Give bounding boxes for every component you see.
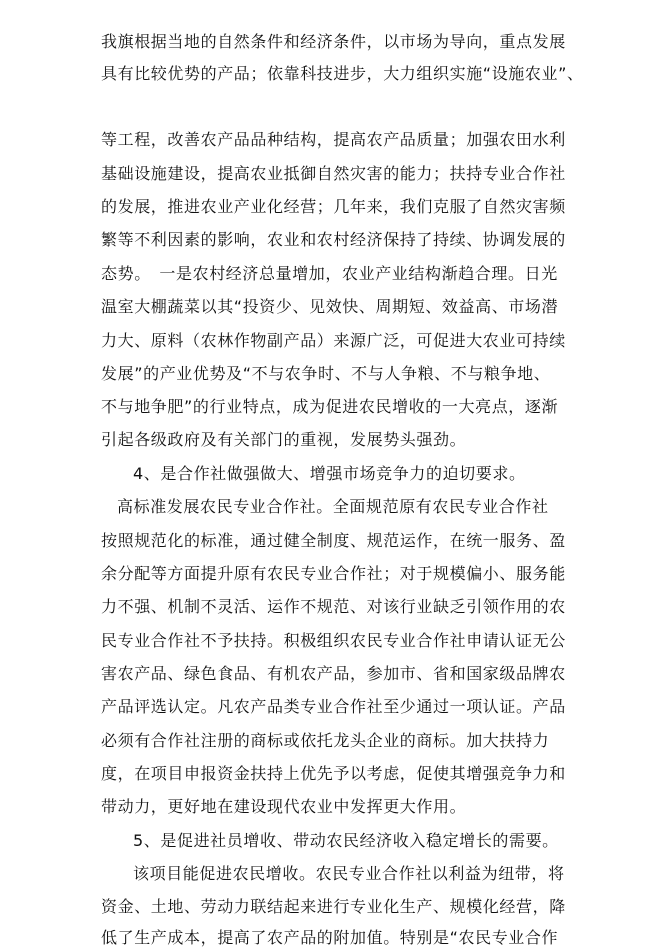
text-line-8: 温室大棚蔬菜以其“投资少、见效快、周期短、效益高、市场潜 (101, 297, 559, 316)
text-line-19: 害农产品、绿色食品、有机农产品，参加市、省和国家级品牌农 (101, 664, 566, 683)
text-line-17: 力不强、机制不灵活、运作不规范、对该行业缺乏引领作用的农 (101, 597, 566, 616)
section-heading-5: 5、是促进社员增收、带动农民经济收入稳定增长的需要。 (133, 831, 559, 850)
text-line-3: 等工程，改善农产品品种结构，提高农产品质量；加强农田水利 (101, 130, 566, 149)
text-line-26: 资金、土地、劳动力联结起来进行专业化生产、规模化经营，降 (101, 897, 566, 916)
text-line-2: 具有比较优势的产品；依靠科技进步，大力组织实施“设施农业”、 (101, 64, 584, 83)
text-line-10: 发展”的产业优势及“不与农争时、不与人争粮、不与粮争地、 (101, 364, 551, 383)
section-heading-4: 4、是合作社做强做大、增强市场竞争力的迫切要求。 (133, 464, 526, 483)
text-line-4: 基础设施建设，提高农业抵御自然灾害的能力；扶持专业合作社 (101, 164, 566, 183)
text-line-9: 力大、原料（农林作物副产品）来源广泛，可促进大农业可持续 (101, 331, 566, 350)
text-line-6: 繁等不利因素的影响，农业和农村经济保持了持续、协调发展的 (101, 230, 566, 249)
text-line-1: 我旗根据当地的自然条件和经济条件，以市场为导向，重点发展 (101, 32, 566, 51)
text-line-14: 高标准发展农民专业合作社。全面规范原有农民专业合作社 (117, 497, 549, 516)
text-line-20: 产品评选认定。凡农产品类专业合作社至少通过一项认证。产品 (101, 697, 566, 716)
text-line-16: 余分配等方面提升原有农民专业合作社；对于规模偏小、服务能 (101, 564, 566, 583)
text-line-21: 必须有合作社注册的商标或依托龙头企业的商标。加大扶持力 (101, 731, 550, 750)
text-line-15: 按照规范化的标准，通过健全制度、规范运作，在统一服务、盈 (101, 531, 566, 550)
text-line-18: 民专业合作社不予扶持。积极组织农民专业合作社申请认证无公 (101, 631, 566, 650)
text-line-22: 度，在项目申报资金扶持上优先予以考虑，促使其增强竞争力和 (101, 764, 566, 783)
text-line-7: 态势。 一是农村经济总量增加，农业产业结构渐趋合理。日光 (101, 264, 558, 283)
text-line-11: 不与地争肥”的行业特点，成为促进农民增收的一大亮点，逐渐 (101, 397, 559, 416)
text-line-27: 低了生产成本，提高了农产品的附加值。特别是“农民专业合作 (101, 928, 559, 947)
text-line-12: 引起各级政府及有关部门的重视，发展势头强劲。 (101, 430, 467, 449)
text-line-25: 该项目能促进农民增收。农民专业合作社以利益为纽带，将 (133, 864, 565, 883)
text-line-5: 的发展，推进农业产业化经营；几年来，我们克服了自然灾害频 (101, 197, 566, 216)
text-line-23: 带动力，更好地在建设现代农业中发挥更大作用。 (101, 797, 467, 816)
